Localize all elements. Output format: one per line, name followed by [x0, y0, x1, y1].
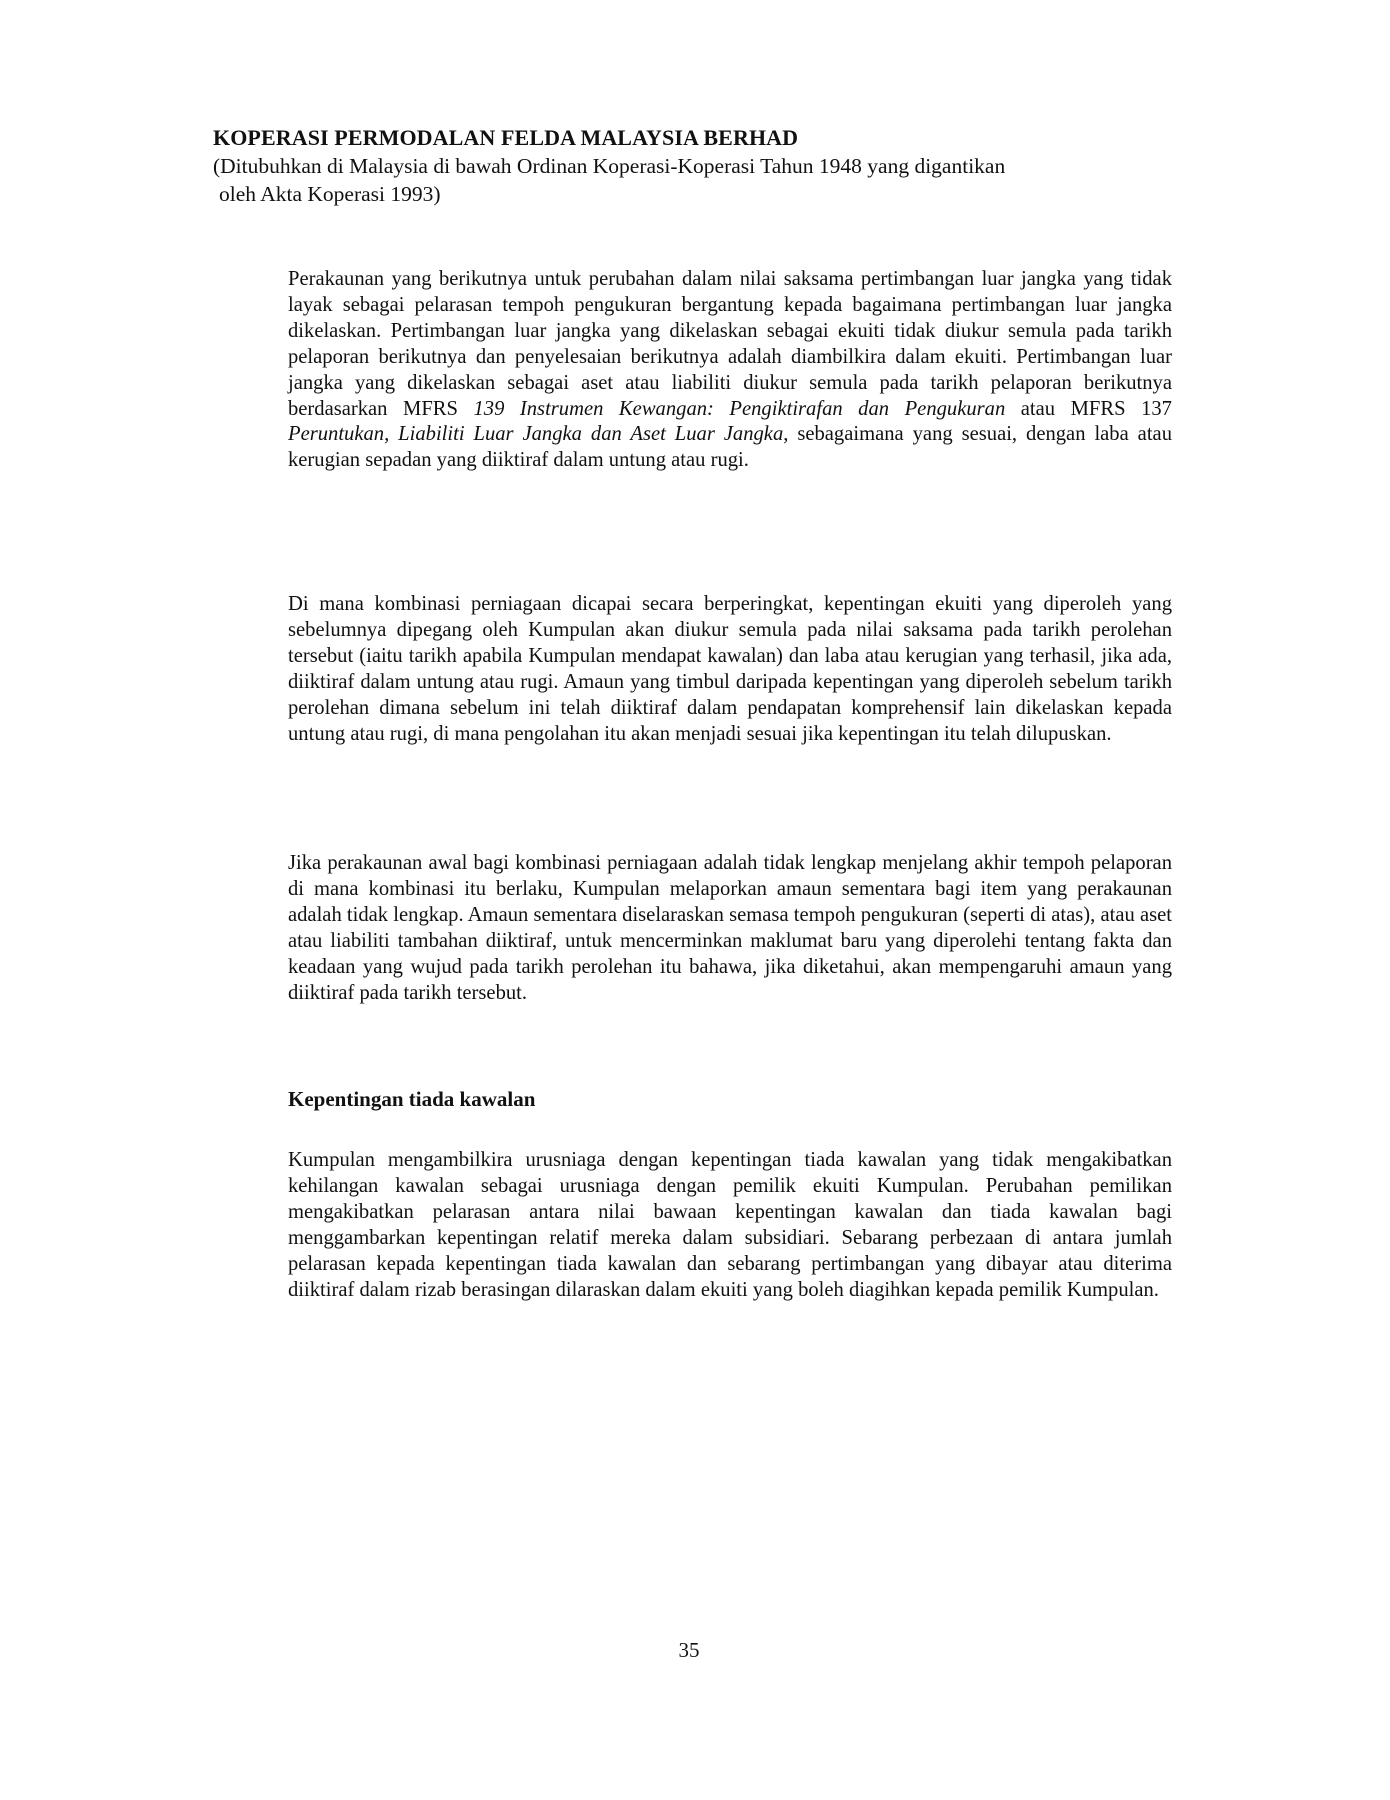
page-number-container [0, 1638, 1390, 1663]
paragraph-1-italic-mfrs137: Peruntukan, Liabiliti Luar Jangka dan Aset Luar Jangka [288, 423, 784, 446]
organization-subtitle-line1: (Ditubuhkan di Malaysia di bawah Ordinan Koperasi-Koperasi Tahun 1948 yang digantikan [213, 154, 1006, 178]
organization-title: KOPERASI PERMODALAN FELDA MALAYSIA BERHAD [213, 125, 799, 150]
paragraph-4-text: Kumpulan mengambilkira urusniaga dengan kepentingan tiada kawalan yang tidak mengakibatkan kehilangan kawalan sebagai urusniaga dengan pemilik ekuiti Kumpulan. Perubahan pemilikan mengakibatkan pelarasan antara nilai bawaan kepentingan kawalan dan tiada kawalan bagi menggambarkan kepentingan relatif mereka dalam subsidiari. Sebarang perbezaan di antara jumlah pelarasan kepada kepentingan tiada kawalan dan sebarang pertimbangan yang dibayar atau diterima diiktiraf dalam rizab berasingan dilaraskan dalam ekuiti yang boleh diagihkan kepada pemilik Kumpulan. [288, 1149, 1172, 1301]
paragraph-2-text: Di mana kombinasi perniagaan dicapai secara berperingkat, kepentingan ekuiti yang diperoleh yang sebelumnya dipegang oleh Kumpulan akan diukur semula pada nilai saksama pada tarikh perolehan tersebut (iaitu tarikh apabila Kumpulan mendapat kawalan) dan laba atau kerugian yang terhasil, jika ada, diiktiraf dalam untung atau rugi. Amaun yang timbul daripada kepentingan yang diperoleh sebelum tarikh perolehan dimana sebelum ini telah diiktiraf dalam pendapatan komprehensif lain dikelaskan kepada untung atau rugi, di mana pengolahan itu akan menjadi sesuai jika kepentingan itu telah dilupuskan. [288, 593, 1172, 745]
paragraph-1-italic-mfrs139: 139 Instrumen Kewangan: Pengiktirafan dan Pengukuran [473, 397, 1006, 420]
section-heading-non-controlling-interests: Kepentingan tiada kawalan [288, 1087, 536, 1111]
paragraph-1 [288, 267, 1172, 474]
paragraph-3-text: Jika perakaunan awal bagi kombinasi perniagaan adalah tidak lengkap menjelang akhir tempoh pelaporan di mana kombinasi itu berlaku, Kumpulan melaporkan amaun sementara bagi item yang perakaunan adalah tidak lengkap. Amaun sementara diselaraskan semasa tempoh pengukuran (seperti di atas), atau aset atau liabiliti tambahan diiktiraf, untuk mencerminkan maklumat baru yang diperolehi tentang fakta dan keadaan yang wujud pada tarikh perolehan itu bahawa, jika diketahui, akan mempengaruhi amaun yang diiktiraf pada tarikh tersebut. [288, 852, 1172, 1004]
paragraph-4 [288, 1148, 1172, 1303]
paragraph-1-text-c: , sebagaimana yang sesuai, dengan laba atau kerugian sepadan yang diiktiraf dalam untung atau rugi. [288, 423, 1172, 472]
paragraph-1-text-a: Perakaunan yang berikutnya untuk perubahan dalam nilai saksama pertimbangan luar jangka yang tidak layak sebagai pelarasan tempoh pengukuran bergantung kepada bagaimana pertimbangan luar jangka dikelaskan. Pertimbangan luar jangka yang dikelaskan sebagai ekuiti tidak diukur semula pada tarikh pelaporan berikutnya dan penyelesaian berikutnya adalah diambilkira dalam ekuiti. Pertimbangan luar jangka yang dikelaskan sebagai aset atau liabiliti diukur semula pada tarikh pelaporan berikutnya berdasarkan MFRS [288, 268, 1172, 420]
paragraph-1-text-b: atau MFRS 137 [1005, 397, 1172, 420]
page-number: 35 [678, 1638, 700, 1662]
paragraph-3 [288, 851, 1172, 1006]
document-header [213, 124, 1193, 208]
organization-subtitle-line2: oleh Akta Koperasi 1993) [219, 182, 441, 206]
paragraph-2 [288, 592, 1172, 747]
